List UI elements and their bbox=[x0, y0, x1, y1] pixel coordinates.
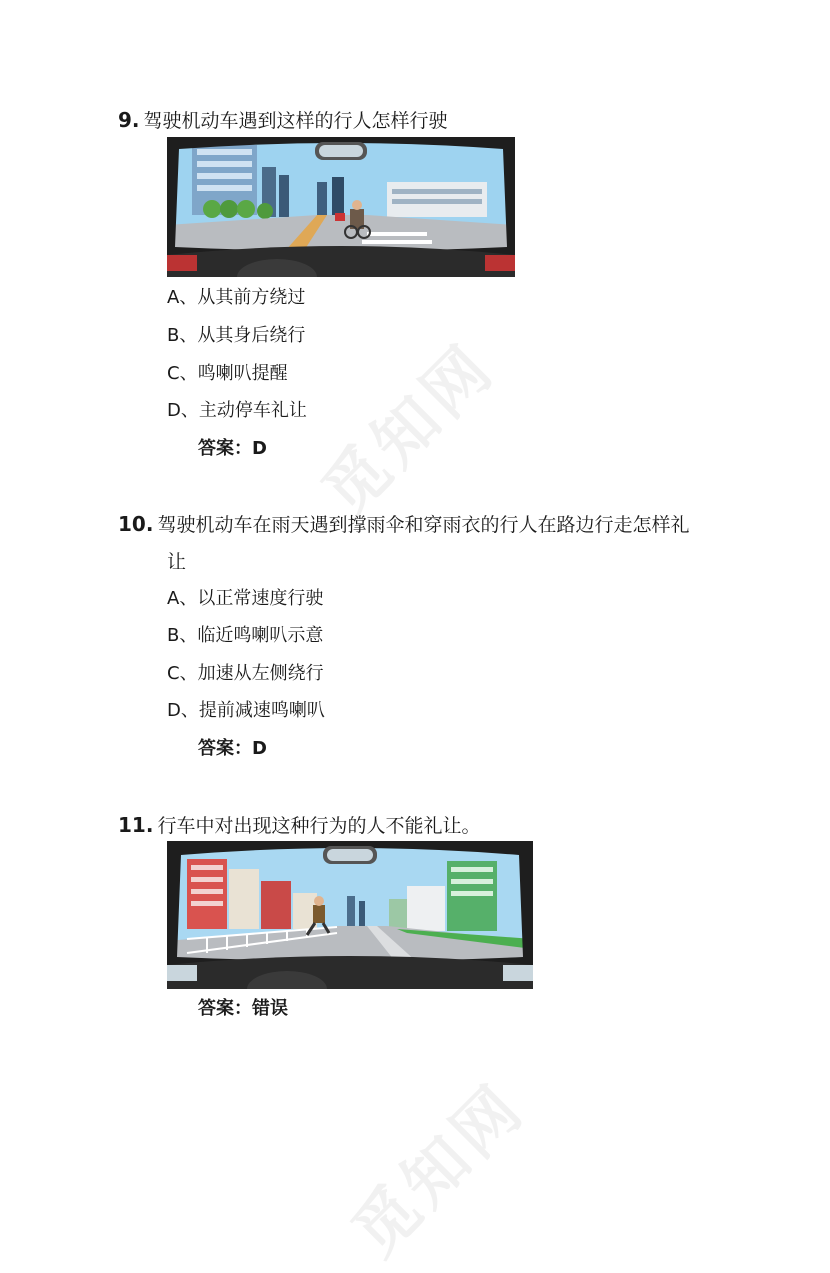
question-text: 驾驶机动车在雨天遇到撑雨伞和穿雨衣的行人在路边行走怎样礼 bbox=[157, 514, 690, 536]
question-10-title bbox=[118, 511, 689, 538]
watermark: 觅知网 bbox=[338, 1069, 540, 1271]
question-11-image bbox=[167, 841, 533, 989]
question-text-continued: 让 bbox=[167, 551, 187, 573]
question-11-title bbox=[118, 812, 480, 839]
option-a: A、从其前方绕过 bbox=[167, 287, 306, 308]
question-number: 9. bbox=[118, 108, 140, 132]
answer: 答案：D bbox=[198, 438, 267, 459]
question-9-title bbox=[118, 107, 448, 134]
watermark: 觅知网 bbox=[308, 329, 510, 531]
option-b: B、临近鸣喇叭示意 bbox=[167, 625, 324, 646]
option-b: B、从其身后绕行 bbox=[167, 325, 306, 346]
option-d: D、主动停车礼让 bbox=[167, 400, 307, 421]
road-scene-wheelchair-pedestrian-icon bbox=[167, 137, 515, 277]
option-d: D、提前减速鸣喇叭 bbox=[167, 700, 325, 721]
answer: 答案：D bbox=[198, 738, 267, 759]
question-number: 10. bbox=[118, 512, 154, 536]
option-a: A、以正常速度行驶 bbox=[167, 588, 324, 609]
answer: 答案：错误 bbox=[198, 998, 288, 1019]
option-c: C、加速从左侧绕行 bbox=[167, 663, 324, 684]
question-text: 行车中对出现这种行为的人不能礼让。 bbox=[157, 815, 481, 837]
question-text: 驾驶机动车遇到这样的行人怎样行驶 bbox=[143, 110, 448, 132]
road-scene-pedestrian-crossing-fence-icon bbox=[167, 841, 533, 989]
option-c: C、鸣喇叭提醒 bbox=[167, 363, 288, 384]
question-9-image bbox=[167, 137, 515, 277]
question-number: 11. bbox=[118, 813, 154, 837]
